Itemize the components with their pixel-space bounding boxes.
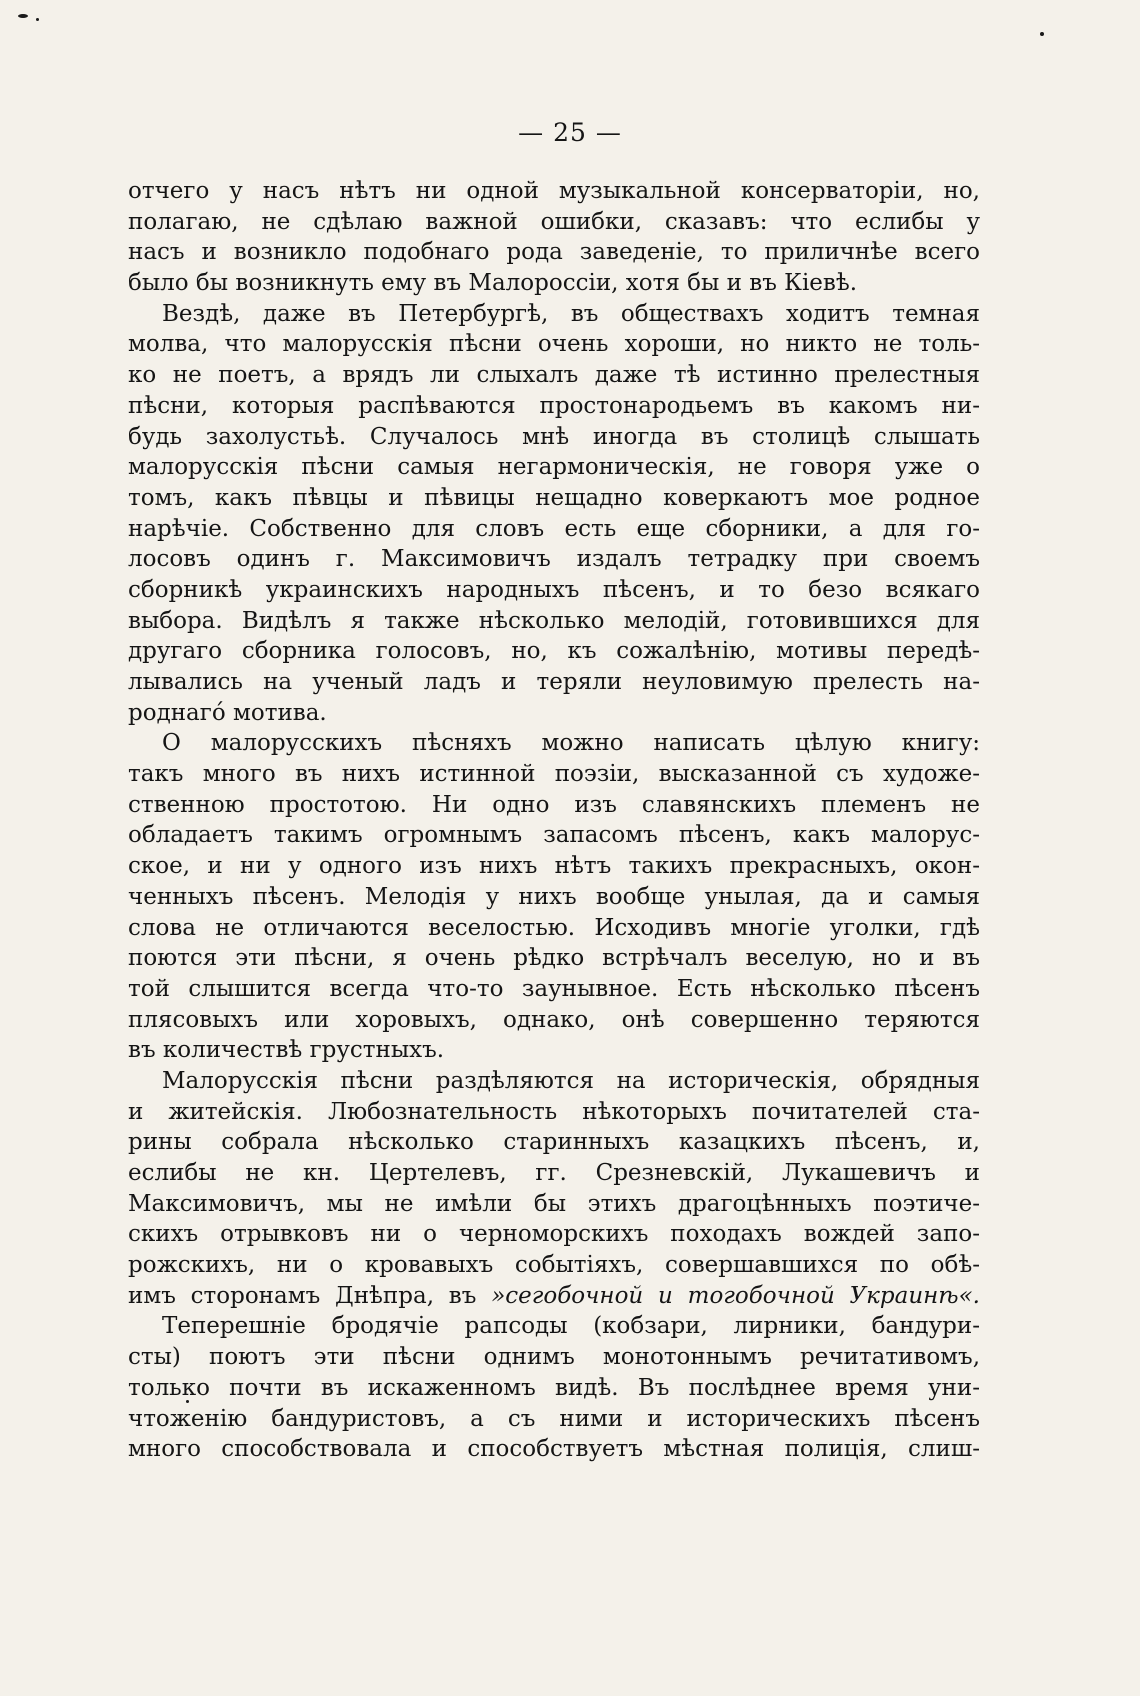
page-number: — 25 — [518, 118, 622, 147]
text-line-content: выбора. Видѣлъ я также нѣсколько мелодій, готовившихся для [128, 607, 980, 634]
text-line-content: насъ и возникло подобнаго рода заведеніе, то приличнѣе всего [128, 239, 980, 266]
text-line [128, 360, 980, 391]
text-line-content: рожскихъ, ни о кровавыхъ событіяхъ, совершавшихся по обѣ- [128, 1252, 980, 1279]
text-line-content: чтоженію бандуристовъ, а съ ними и историческихъ пѣсенъ [128, 1405, 980, 1432]
text-line-content: нарѣчіе. Собственно для словъ есть еще сборники, а для го- [128, 515, 980, 542]
text-line-content: еслибы не кн. Цертелевъ, гг. Срезневскій, Лукашевичъ и [128, 1160, 980, 1186]
text-line [128, 176, 980, 207]
text-line-content: будь захолустьѣ. Случалось мнѣ иногда въ столицѣ слышать [128, 423, 980, 450]
text-line-content: отчего у насъ нѣтъ ни одной музыкальной консерваторіи, но, [128, 178, 980, 204]
text-line [128, 237, 980, 268]
text-line [128, 1342, 980, 1373]
text-line-content: лывались на ученый ладъ и теряли неуловимую прелесть на- [128, 669, 980, 695]
text-line-content: роднагó мотива. [128, 699, 327, 726]
text-line [128, 1404, 980, 1435]
text-line-content: и житейскія. Любознательность нѣкоторыхъ почитателей ста- [128, 1098, 980, 1125]
ink-speck [36, 18, 39, 21]
text-line [128, 299, 980, 330]
text-line [128, 1005, 980, 1036]
text-line-content: Максимовичъ, мы не имѣли бы этихъ драгоцѣнныхъ поэтиче- [128, 1190, 980, 1217]
text-line [128, 913, 980, 944]
text-line [128, 1434, 980, 1465]
text-line-content: Вездѣ, даже въ Петербургѣ, въ обществахъ ходитъ темная [162, 300, 980, 327]
text-line [128, 851, 980, 882]
text-line [128, 1219, 980, 1250]
text-line-content: имъ сторонамъ Днѣпра, въ [128, 1282, 477, 1309]
text-line-content: было бы возникнуть ему въ Малороссіи, хотя бы и въ Кіевѣ. [128, 270, 858, 297]
text-line [128, 329, 980, 360]
text-line [128, 575, 980, 606]
text-line-content: сты) поютъ эти пѣсни однимъ монотоннымъ речитативомъ, [128, 1344, 980, 1371]
text-line [128, 759, 980, 790]
text-line [128, 1250, 980, 1281]
text-line-content: скихъ отрывковъ ни о черноморскихъ походахъ вождей запо- [128, 1221, 980, 1248]
text-line-content: другаго сборника голосовъ, но, къ сожалѣнію, мотивы передѣ- [128, 638, 980, 665]
text-line-content: поются эти пѣсни, я очень рѣдко встрѣчалъ веселую, но и въ [128, 945, 980, 972]
text-line-content: той слышится всегда что-то заунывное. Есть нѣсколько пѣсенъ [128, 975, 980, 1002]
text-line [128, 544, 980, 575]
italic-quote: »сегобочной и тогобочной Украинѣ«. [491, 1282, 980, 1309]
text-line-content: полагаю, не сдѣлаю важной ошибки, сказавъ: что еслибы у [128, 208, 980, 235]
text-line [128, 698, 980, 729]
text-line [128, 1127, 980, 1158]
text-line [128, 667, 980, 698]
text-line [128, 1035, 980, 1066]
text-line-content: только почти въ искаженномъ видѣ. Въ послѣднее время уни- [128, 1374, 980, 1401]
text-line [128, 483, 980, 514]
text-line [128, 1281, 980, 1312]
text-line [128, 1373, 980, 1404]
text-line-content: ко не поетъ, а врядъ ли слыхалъ даже тѣ истинно прелестныя [128, 362, 980, 389]
text-line [128, 882, 980, 913]
text-line [128, 391, 980, 422]
text-line-content: ственною простотою. Ни одно изъ славянскихъ племенъ не [128, 791, 980, 818]
text-line-content: лосовъ одинъ г. Максимовичъ издалъ тетрадку при своемъ [128, 546, 980, 573]
text-line-content: сборникѣ украинскихъ народныхъ пѣсенъ, и то безо всякаго [128, 576, 980, 603]
text-line [128, 1097, 980, 1128]
text-line-content: томъ, какъ пѣвцы и пѣвицы нещадно коверкаютъ мое родное [128, 484, 980, 511]
body-text [128, 176, 980, 1465]
text-line [128, 1311, 980, 1342]
text-line-content: Теперешніе бродячіе рапсоды (кобзари, лирники, бандури- [162, 1313, 980, 1340]
text-line [128, 1066, 980, 1097]
text-line-content: слова не отличаются веселостью. Исходивъ многіе уголки, гдѣ [128, 914, 980, 941]
text-line-content: малорусскія пѣсни самыя негармоническія, не говоря уже о [128, 454, 980, 481]
text-line-content: пѣсни, которыя распѣваются простонародьемъ въ какомъ ни- [128, 392, 980, 419]
text-line [128, 636, 980, 667]
text-line-content: такъ много въ нихъ истинной поэзіи, высказанной съ художе- [128, 761, 980, 788]
text-line [128, 1189, 980, 1220]
text-line [128, 268, 980, 299]
text-line-content: Малорусскія пѣсни раздѣляются на историческія, обрядныя [162, 1067, 980, 1094]
ink-speck [1040, 32, 1044, 36]
text-line-content: въ количествѣ грустныхъ. [128, 1037, 445, 1064]
text-line [128, 943, 980, 974]
text-line-content: ское, и ни у одного изъ нихъ нѣтъ такихъ прекрасныхъ, окон- [128, 853, 980, 880]
text-line-content: молва, что малорусскія пѣсни очень хороши, но никто не толь- [128, 331, 980, 358]
text-line [128, 606, 980, 637]
text-line-content: обладаетъ такимъ огромнымъ запасомъ пѣсенъ, какъ малорус- [128, 822, 980, 849]
text-line [128, 728, 980, 759]
text-line [128, 790, 980, 821]
text-line [128, 1158, 980, 1189]
text-line [128, 974, 980, 1005]
text-line-content: рины собрала нѣсколько старинныхъ казацкихъ пѣсенъ, и, [128, 1129, 980, 1156]
text-line-content: много способствовала и способствуетъ мѣстная полиція, слиш- [128, 1436, 980, 1463]
text-line [128, 514, 980, 545]
text-line-content: плясовыхъ или хоровыхъ, однако, онѣ совершенно теряются [128, 1006, 980, 1033]
text-line [128, 820, 980, 851]
text-line [128, 422, 980, 453]
text-line [128, 452, 980, 483]
ink-speck [18, 14, 28, 18]
text-line [128, 207, 980, 238]
text-line-content: ченныхъ пѣсенъ. Мелодія у нихъ вообще унылая, да и самыя [128, 883, 980, 910]
text-line-content: О малорусскихъ пѣсняхъ можно написать цѣлую книгу: [162, 730, 980, 757]
